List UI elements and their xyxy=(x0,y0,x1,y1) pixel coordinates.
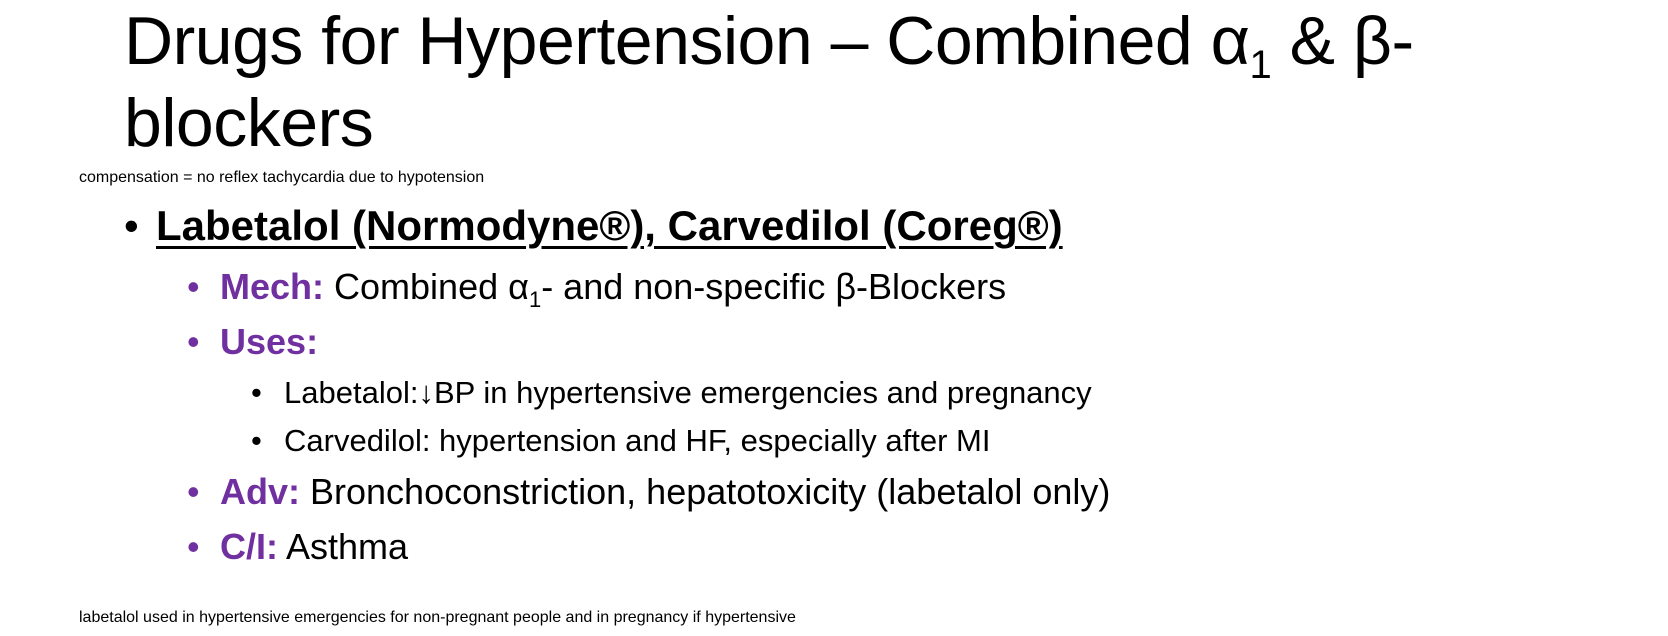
mech-text-before: Combined α xyxy=(324,266,529,307)
bullet-icon: • xyxy=(124,202,139,249)
ci-label: C/I: xyxy=(220,526,278,567)
drug-heading-row xyxy=(124,200,1063,252)
adv-row xyxy=(187,470,1110,514)
drug-heading: Labetalol (Normodyne®), Carvedilol (Coreg®) xyxy=(156,202,1063,249)
uses-item-text: Carvedilol: hypertension and HF, especially after MI xyxy=(284,423,991,458)
bullet-icon: • xyxy=(187,321,200,362)
uses-item-text: Labetalol:↓BP in hypertensive emergencies and pregnancy xyxy=(284,375,1092,410)
title-rest: & β-blockers xyxy=(124,3,1414,161)
bullet-icon: • xyxy=(187,471,200,512)
title-main: Drugs for Hypertension – Combined α xyxy=(124,3,1250,79)
title-subscript: 1 xyxy=(1249,43,1272,87)
adv-label: Adv: xyxy=(220,471,300,512)
mech-row xyxy=(187,265,1007,312)
uses-item-carvedilol xyxy=(251,422,990,460)
note-top: compensation = no reflex tachycardia due to hypotension xyxy=(79,169,485,186)
bullet-icon: • xyxy=(187,266,200,307)
slide-title xyxy=(124,0,1624,164)
ci-text: Asthma xyxy=(278,526,409,567)
uses-row xyxy=(187,320,318,364)
ci-row xyxy=(187,525,408,569)
mech-subscript: 1 xyxy=(528,287,542,312)
adv-text: Bronchoconstriction, hepatotoxicity (labetalol only) xyxy=(300,471,1111,512)
uses-item-labetalol xyxy=(251,374,1092,412)
bullet-icon: • xyxy=(187,526,200,567)
mech-text-after: - and non-specific β-Blockers xyxy=(541,266,1007,307)
note-bottom: labetalol used in hypertensive emergencies for non-pregnant people and in pregnancy if hypertensive xyxy=(79,609,796,626)
bullet-icon: • xyxy=(251,375,262,410)
uses-label: Uses: xyxy=(220,321,319,362)
mech-label: Mech: xyxy=(220,266,325,307)
bullet-icon: • xyxy=(251,423,262,458)
